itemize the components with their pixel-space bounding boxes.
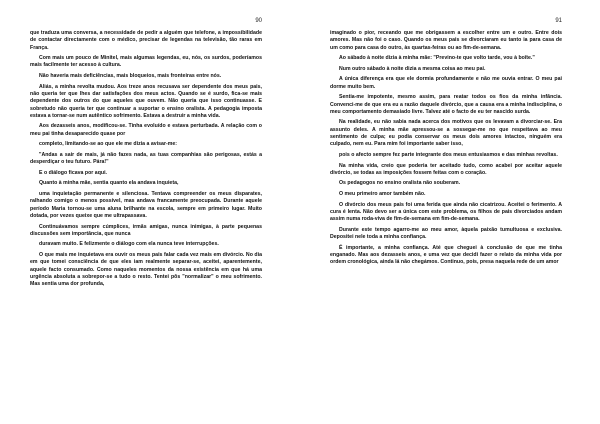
right-page-number: 91 <box>555 18 562 24</box>
paragraph: "Andas a sair de mais, já não fazes nada, as tuas companhias são perigosas, estás a desperdiçar o teu futuro. Pára!" <box>30 151 262 166</box>
paragraph: O divórcio dos meus pais foi uma ferida que ainda não cicatrizou. Aceitei o ferimento. A cura é lenta. Não devo ser a única com este problema, os filhos de pais divorciados andam assim numa roda-viva de fim-de-semana em fim-de-semana. <box>330 201 562 223</box>
left-page <box>30 0 262 424</box>
paragraph: Sentia-me impotente, mesmo assim, para reatar todos os fios da minha infância. Convenci-me de que era eu a razão daquele divórcio, que a causa era a minha indisciplina, o meu comportamento demasiado livre. Talvez até o facto de eu ter nascido surda. <box>330 94 562 115</box>
paragraph: Quanto à minha mãe, sentia quanto ela andava inquieta, <box>39 180 179 187</box>
paragraph: Durante este tempo agarro-me ao meu amor, àquela paixão tumultuosa e exclusiva. Depositei nele toda a minha confiança. <box>330 226 562 241</box>
paragraph: Continuávamos sempre cúmplices, irmãs amigas, nunca inimigas, à parte pequenas discussões sem importância, que nunca <box>30 223 262 237</box>
paragraph: O meu primeiro amor também não. <box>339 191 426 198</box>
right-page-text <box>330 30 562 267</box>
paragraph: Aos dezasseis anos, modificou-se. Tinha evoluído e estava perturbada. A relação com o meu pai tinha desaparecido quase por <box>30 123 262 137</box>
paragraph: Na realidade, eu não sabia nada acerca dos motivos que os levavam a divorciar-se. Era assunto deles. A minha mãe apressou-se a sossegar-me no que respeitava ao meu sentimento de culpa; eu podia conservar os meus dois amores intactos, ninguém era culpado, nem eu. Para mim foi importante saber isso, <box>330 119 562 148</box>
paragraph: Ao sábado à noite dizia à minha mãe: "Previno-te que volto tarde, vou à boîte." <box>339 55 535 62</box>
paragraph: Os pedagogos no ensino oralista não souberam. <box>339 180 461 187</box>
right-page <box>330 0 562 424</box>
left-page-number: 90 <box>255 18 262 24</box>
paragraph: O que mais me inquietava era ouvir os meus pais falar cada vez mais em divórcio. No dia em que tomei consciência de que eles iam realmente separar-se, aceitei, aparentemente, aquele facto consumado. Como naqueles momentos da nossa existência em que há uma urgência absoluta a sobrepor-se a tudo o resto. Tentei pôs "normalizar" o meu sofrimento. Mas sentia uma dor profunda, <box>30 251 262 288</box>
paragraph: Aliás, a minha revolta mudou. Aos treze anos recusava ser dependente dos meus pais, não queria ter que lhes dar satisfações dos meus actos. Quando se é surdo, fica-se mais dependente dos outros do que aqueles que ouvem. Não queria que isso continuasse. E sobretudo não queria ter que continuar a suportar o ensino oralista. A pedagogia imposta estava a tornar-se num autêntico sofrimento. Estava a destruir a minha vida. <box>30 83 262 119</box>
paragraph: Não haveria mais deficiências, mais bloqueios, mais fronteiras entre nós. <box>39 73 222 80</box>
paragraph: E o diálogo ficava por aqui. <box>39 169 108 176</box>
paragraph: Na minha vida, creio que poderia ter aceitado tudo, como acabei por aceitar aquele divórcio, se todas as imposições fossem feitas com o coração. <box>330 162 562 176</box>
paragraph: Num outro sábado à noite dizia a mesma coisa ao meu pai. <box>339 65 486 72</box>
paragraph: Com mais um pouco de Minitel, mais algumas legendas, eu, nós, os surdos, poderíamos mais facilmente ter acesso à cultura. <box>30 55 262 69</box>
paragraph: uma inquietação permanente e silenciosa. Tentava compreender os meus disparates, ralhando comigo o menos possível, mas andava francamente preocupada. Durante aquele período Maria tornou-se uma aluna brilhante na escola, sempre em primeiro lugar. Muito dotada, por vezes queixe que me ultrapassava. <box>30 191 262 219</box>
paragraph: duravam muito. E felizmente o diálogo com ela nunca teve interrupções. <box>39 241 219 248</box>
paragraph: pois o afecto sempre fez parte integrante dos meus entusiasmos e das minhas revoltas. <box>339 151 558 158</box>
paragraph: imaginado o pior, receando que me obrigassem a escolher entre um e outro. Entre dois amores. Mas não foi o caso. Quando os meus pais se divorciaram eu tanto ia para casa de um como para casa do outro, às quartas-feiras ou ao fim-de-semana. <box>330 30 562 51</box>
paragraph: A única diferença era que ele dormia profundamente e não me ouvia entrar. O meu pai dorme muito bem. <box>330 76 562 90</box>
left-page-text <box>30 30 262 288</box>
paragraph: É importante, a minha confiança. Até que cheguei à conclusão de que me tinha enganado. Mas aos dezasseis anos, e uma vez que decidi fazer o relato da minha vida por ordem cronológica, ainda lá não chegámos. Continuo, pois, presa naquela rede de um amor <box>330 244 562 266</box>
paragraph: que traduza uma conversa, a necessidade de pedir a alguém que telefone, a impossibilidade de contactar directamente com o médico, precisar de legendas na televisão, tão raras em França. <box>30 30 262 51</box>
paragraph: completo, limitando-se ao que ele me dizia a avisar-me: <box>39 141 178 148</box>
